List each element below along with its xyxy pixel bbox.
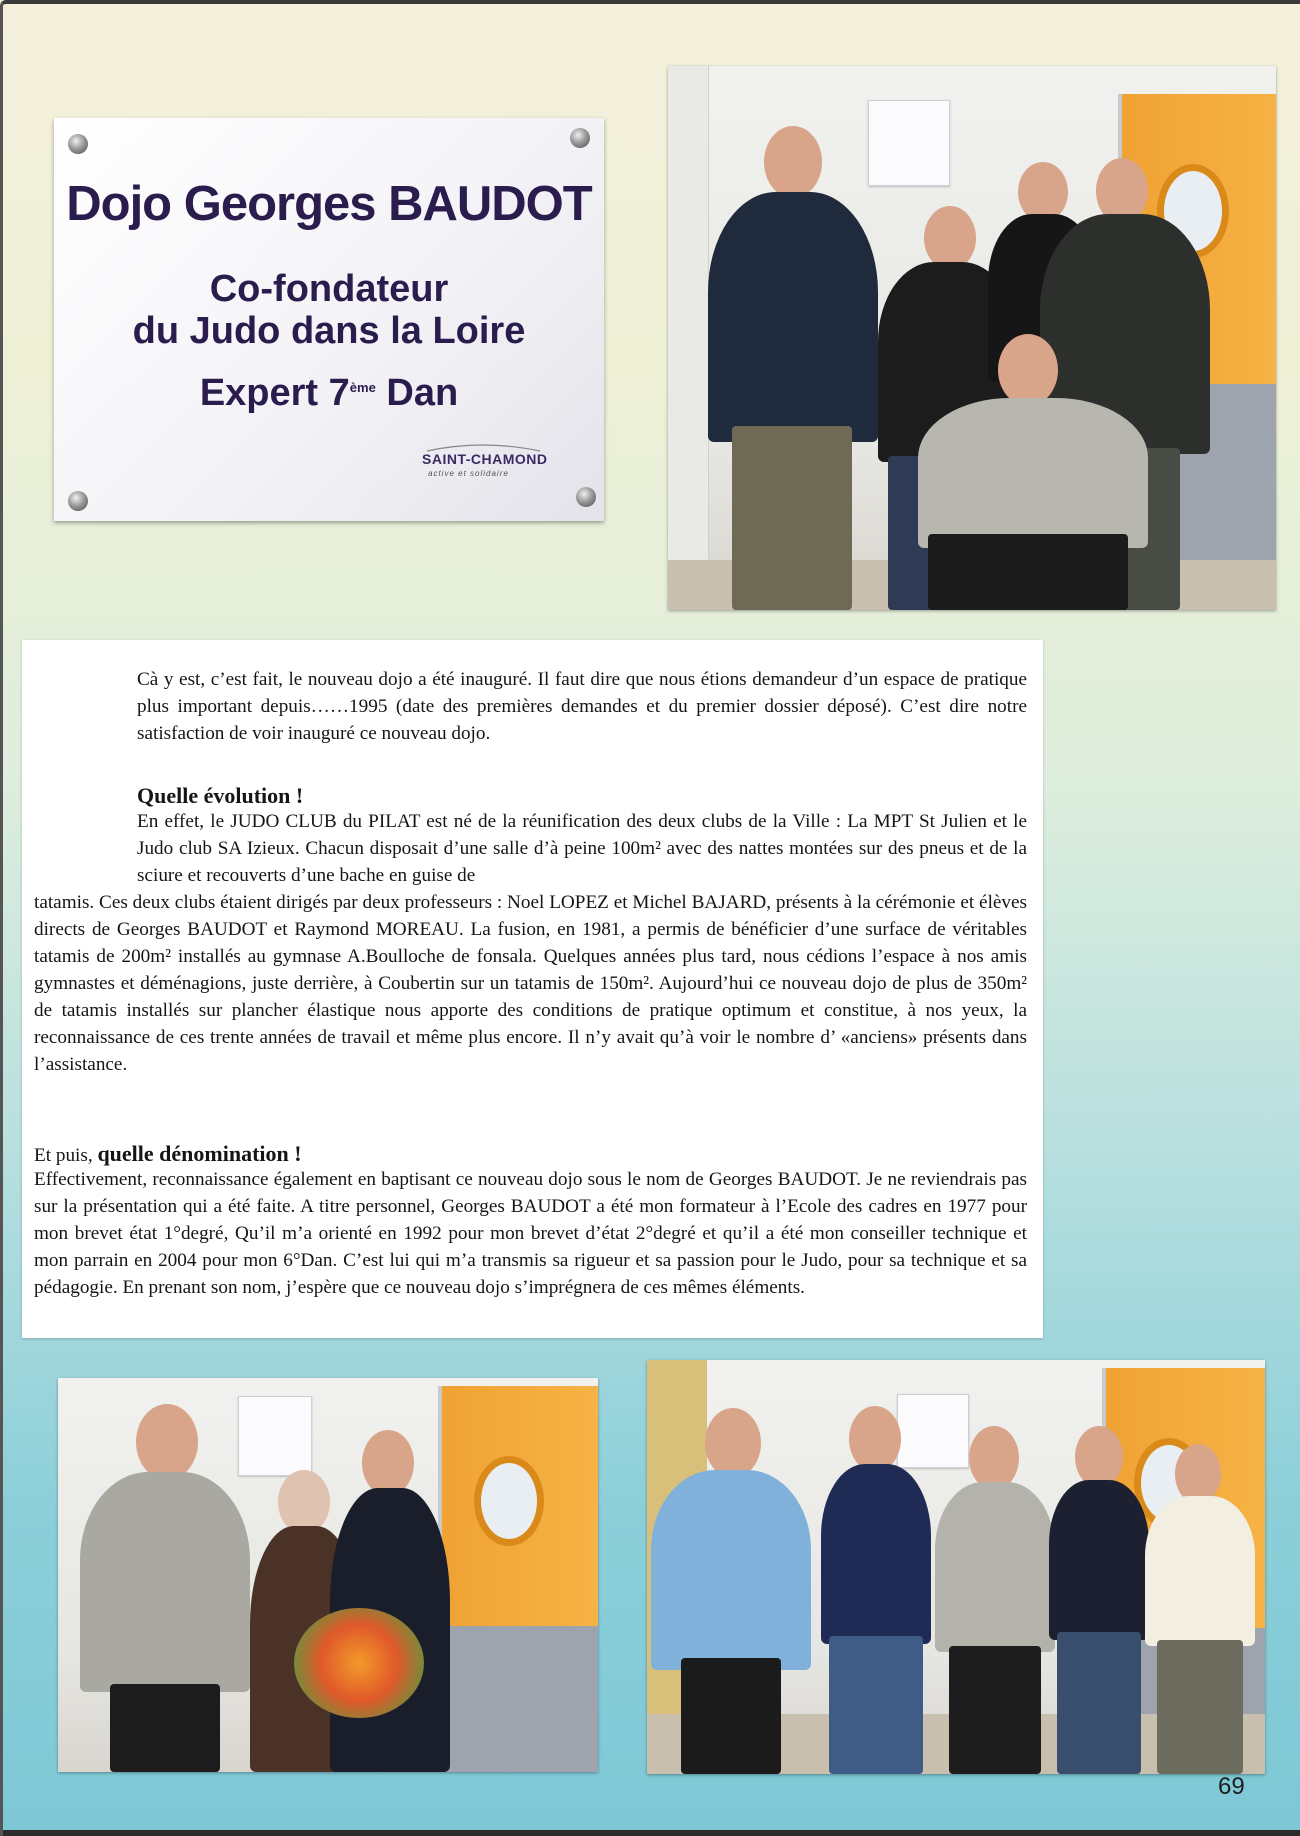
person	[80, 1404, 250, 1772]
screw-icon	[68, 491, 88, 511]
orange-door	[438, 1386, 598, 1772]
page-number: 69	[1218, 1773, 1245, 1800]
person	[330, 1430, 450, 1772]
dojo-plaque-photo	[54, 118, 604, 521]
article-section-1-intro: En effet, le JUDO CLUB du PILAT est né de la réunification des deux clubs de la Ville : La MPT St Julien et le Judo club SA Izieux. Chacun disposait d’une salle d’à peine 100m² avec des nattes montées sur des pneus et de la sciure et recouverts d’une bache en guise de	[137, 811, 1027, 886]
person	[1049, 1426, 1149, 1774]
dojo-sign	[868, 100, 950, 186]
group-photo-bottom-right	[647, 1360, 1265, 1774]
group-photo-bottom-left	[58, 1378, 598, 1772]
article-section-1-body: tatamis. Ces deux clubs étaient dirigés par deux professeurs : Noel LOPEZ et Michel BAJARD, présents à la cérémonie et élèves directs de Georges BAUDOT et Raymond MOREAU. La fusion, en 1981, a permis de bénéficier d’une surface de véritables tatamis de 200m² installés au gymnase A.Boulloche de fonsala. Quelques années plus tard, nous cédions l’espace à nos amis gymnastes et déménagions, juste derrière, à Coubertin sur un tatamis de 150m². Aujourd’hui ce nouveau dojo de plus de 350m² de tatamis installés sur plancher élastique nous apporte des conditions de pratique optimum et constitue, à nos yeux, la reconnaissance de ces trente années de travail et même plus encore. Il n’y avait qu’à voir le nombre d’ «anciens» présents dans l’assistance.	[34, 892, 1027, 1075]
heading-denomination: Et puis, quelle dénomination !	[34, 1141, 302, 1166]
plaque-title: Dojo Georges BAUDOT	[66, 177, 592, 231]
person	[708, 126, 878, 610]
plaque-expert-rank: Expert 7ème Dan	[199, 372, 459, 414]
person	[821, 1406, 931, 1774]
article-section-2: Effectivement, reconnaissance également en baptisant ce nouveau dojo sous le nom de Georges BAUDOT. Je ne reviendrais pas sur la présentation qui a été faite. A titre personnel, Georges BAUDOT a été mon formateur à l’Ecole des cadres en 1977 pour mon brevet état 1°degré, Qu’il m’a orienté en 1992 pour mon brevet d’état 2°degré et qu’il a été mon conseiller technique et mon parrain en 2004 pour mon 6°Dan. C’est lui qui m’a transmis sa rigueur et sa passion pour le Judo, pour sa technique et sa pédagogie. En prenant son nom, j’espère que ce nouveau dojo s’imprégnera de ces mêmes éléments.	[34, 1169, 1027, 1298]
plaque-line-1: Co-fondateur	[209, 268, 449, 310]
person	[651, 1408, 811, 1774]
screw-icon	[68, 134, 88, 154]
screw-icon	[570, 128, 590, 148]
article-intro: Cà y est, c’est fait, le nouveau dojo a été inauguré. Il faut dire que nous étions demandeur d’un espace de pratique plus important depuis……1995 (date des premières demandes et du premier dossier déposé). C’est dire notre satisfaction de voir inauguré ce nouveau dojo.	[137, 669, 1027, 744]
screw-icon	[576, 487, 596, 507]
person	[918, 334, 1148, 610]
flower-bouquet	[294, 1608, 424, 1718]
person	[1145, 1444, 1255, 1774]
person	[935, 1426, 1055, 1774]
article-text-box	[22, 640, 1043, 1338]
saint-chamond-logo: SAINT-CHAMOND active et solidaire	[422, 443, 562, 483]
plaque-line-2: du Judo dans la Loire	[132, 310, 526, 352]
heading-evolution: Quelle évolution !	[137, 783, 304, 808]
group-photo-top	[668, 66, 1276, 610]
